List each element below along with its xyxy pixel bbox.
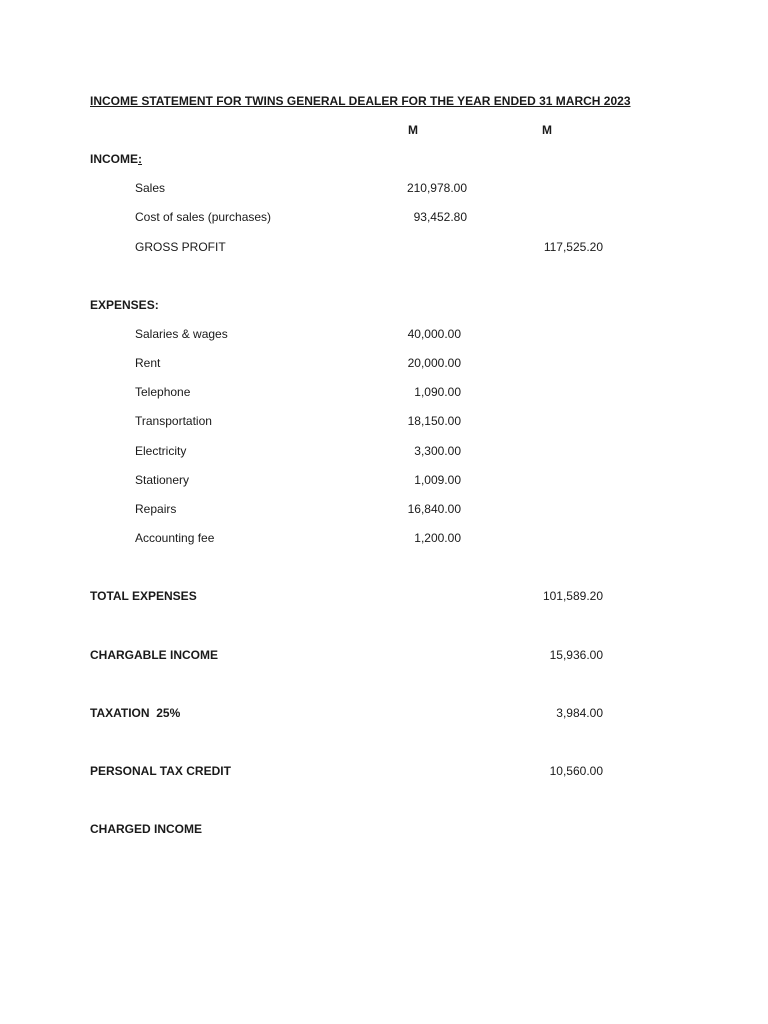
expense-label-repairs: Repairs: [135, 502, 177, 516]
expense-label-stationery: Stationery: [135, 473, 190, 487]
expense-amount-accounting-fee: 1,200.00: [414, 531, 461, 545]
expense-label-accounting-fee: Accounting fee: [135, 531, 215, 545]
expense-label-telephone: Telephone: [135, 385, 191, 399]
personal-tax-credit-amount: 10,560.00: [549, 764, 603, 778]
total-expenses-amount: 101,589.20: [542, 589, 603, 603]
income-heading-text: INCOME: [90, 152, 138, 166]
expense-label-rent: Rent: [135, 356, 161, 370]
income-heading-colon: :: [138, 152, 142, 166]
gross-profit-label: GROSS PROFIT: [135, 240, 226, 254]
expense-amount-rent: 20,000.00: [407, 356, 461, 370]
personal-tax-credit-label: PERSONAL TAX CREDIT: [90, 764, 231, 778]
column-header-2: M: [542, 123, 552, 137]
expense-amount-stationery: 1,009.00: [414, 473, 461, 487]
expenses-heading: EXPENSES:: [90, 298, 159, 312]
chargable-income-label: CHARGABLE INCOME: [90, 648, 218, 662]
sales-amount: 210,978.00: [406, 181, 467, 195]
expense-amount-repairs: 16,840.00: [407, 502, 461, 516]
expense-amount-transportation: 18,150.00: [407, 414, 461, 428]
expense-label-electricity: Electricity: [135, 444, 187, 458]
charged-income-label: CHARGED INCOME: [90, 822, 203, 836]
taxation-amount: 3,984.00: [556, 706, 603, 720]
sales-label: Sales: [135, 181, 166, 195]
cost-of-sales-amount: 93,452.80: [413, 210, 467, 224]
chargable-income-amount: 15,936.00: [549, 648, 603, 662]
column-header-1: M: [408, 123, 418, 137]
cost-of-sales-label: Cost of sales (purchases): [135, 210, 272, 224]
expense-amount-electricity: 3,300.00: [414, 444, 461, 458]
expense-amount-salaries: 40,000.00: [407, 327, 461, 341]
total-expenses-label: TOTAL EXPENSES: [90, 589, 197, 603]
expense-label-transportation: Transportation: [135, 414, 212, 428]
expense-amount-telephone: 1,090.00: [414, 385, 461, 399]
expense-label-salaries: Salaries & wages: [135, 327, 228, 341]
income-heading: [90, 152, 142, 166]
gross-profit-amount: 117,525.20: [543, 240, 603, 254]
document-title: INCOME STATEMENT FOR TWINS GENERAL DEALER FOR THE YEAR ENDED 31 MARCH 2023: [90, 94, 631, 108]
taxation-label: TAXATION 25%: [90, 706, 181, 720]
